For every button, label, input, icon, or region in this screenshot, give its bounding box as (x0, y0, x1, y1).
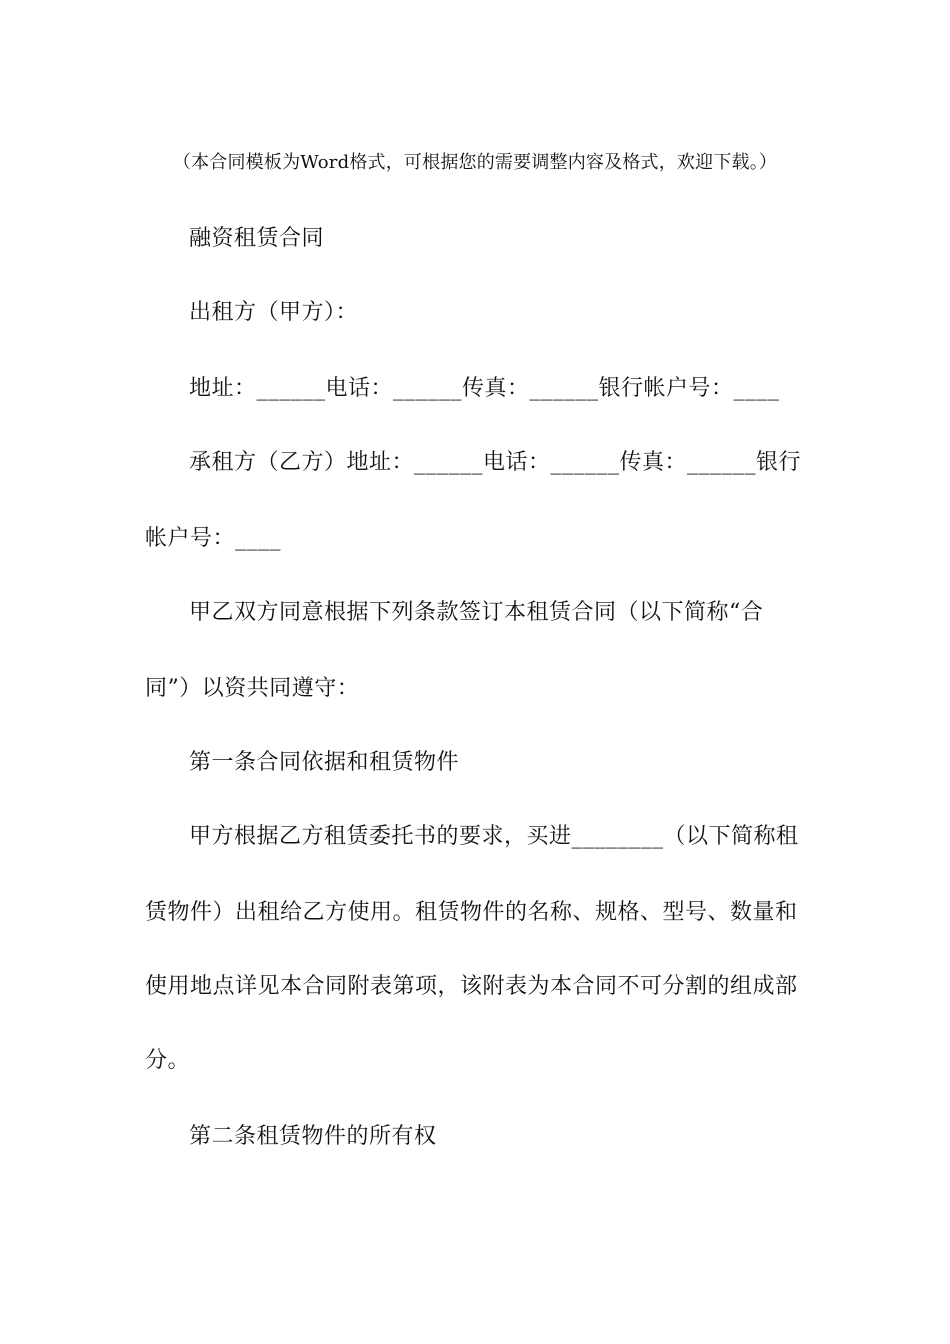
lessor-contact-line: 地址：______电话：______传真：______银行帐户号：____ (189, 376, 780, 401)
template-note: （本合同模板为Word格式，可根据您的需要调整内容及格式，欢迎下载。） (172, 152, 778, 173)
lessee-account-line: 帐户号：____ (145, 526, 282, 551)
article-1-text-line-4: 分。 (145, 1048, 191, 1073)
lessor-heading: 出租方（甲方）： (189, 300, 359, 325)
lessee-contact-line: 承租方（乙方）地址：______电话：______传真：______银行 (189, 450, 802, 475)
article-2-heading: 第二条租赁物件的所有权 (189, 1124, 437, 1149)
agreement-intro-line-2: 同”）以资共同遵守： (145, 676, 360, 701)
article-1-text-line-3: 使用地点详见本合同附表第项，该附表为本合同不可分割的组成部 (145, 974, 798, 999)
article-1-text-line-1: 甲方根据乙方租赁委托书的要求，买进________（以下简称租 (189, 824, 799, 849)
contract-title: 融资租赁合同 (189, 226, 325, 251)
article-1-heading: 第一条合同依据和租赁物件 (189, 750, 460, 775)
article-1-text-line-2: 赁物件）出租给乙方使用。租赁物件的名称、规格、型号、数量和 (145, 900, 798, 925)
agreement-intro-line-1: 甲乙双方同意根据下列条款签订本租赁合同（以下简称“合 (189, 600, 764, 625)
